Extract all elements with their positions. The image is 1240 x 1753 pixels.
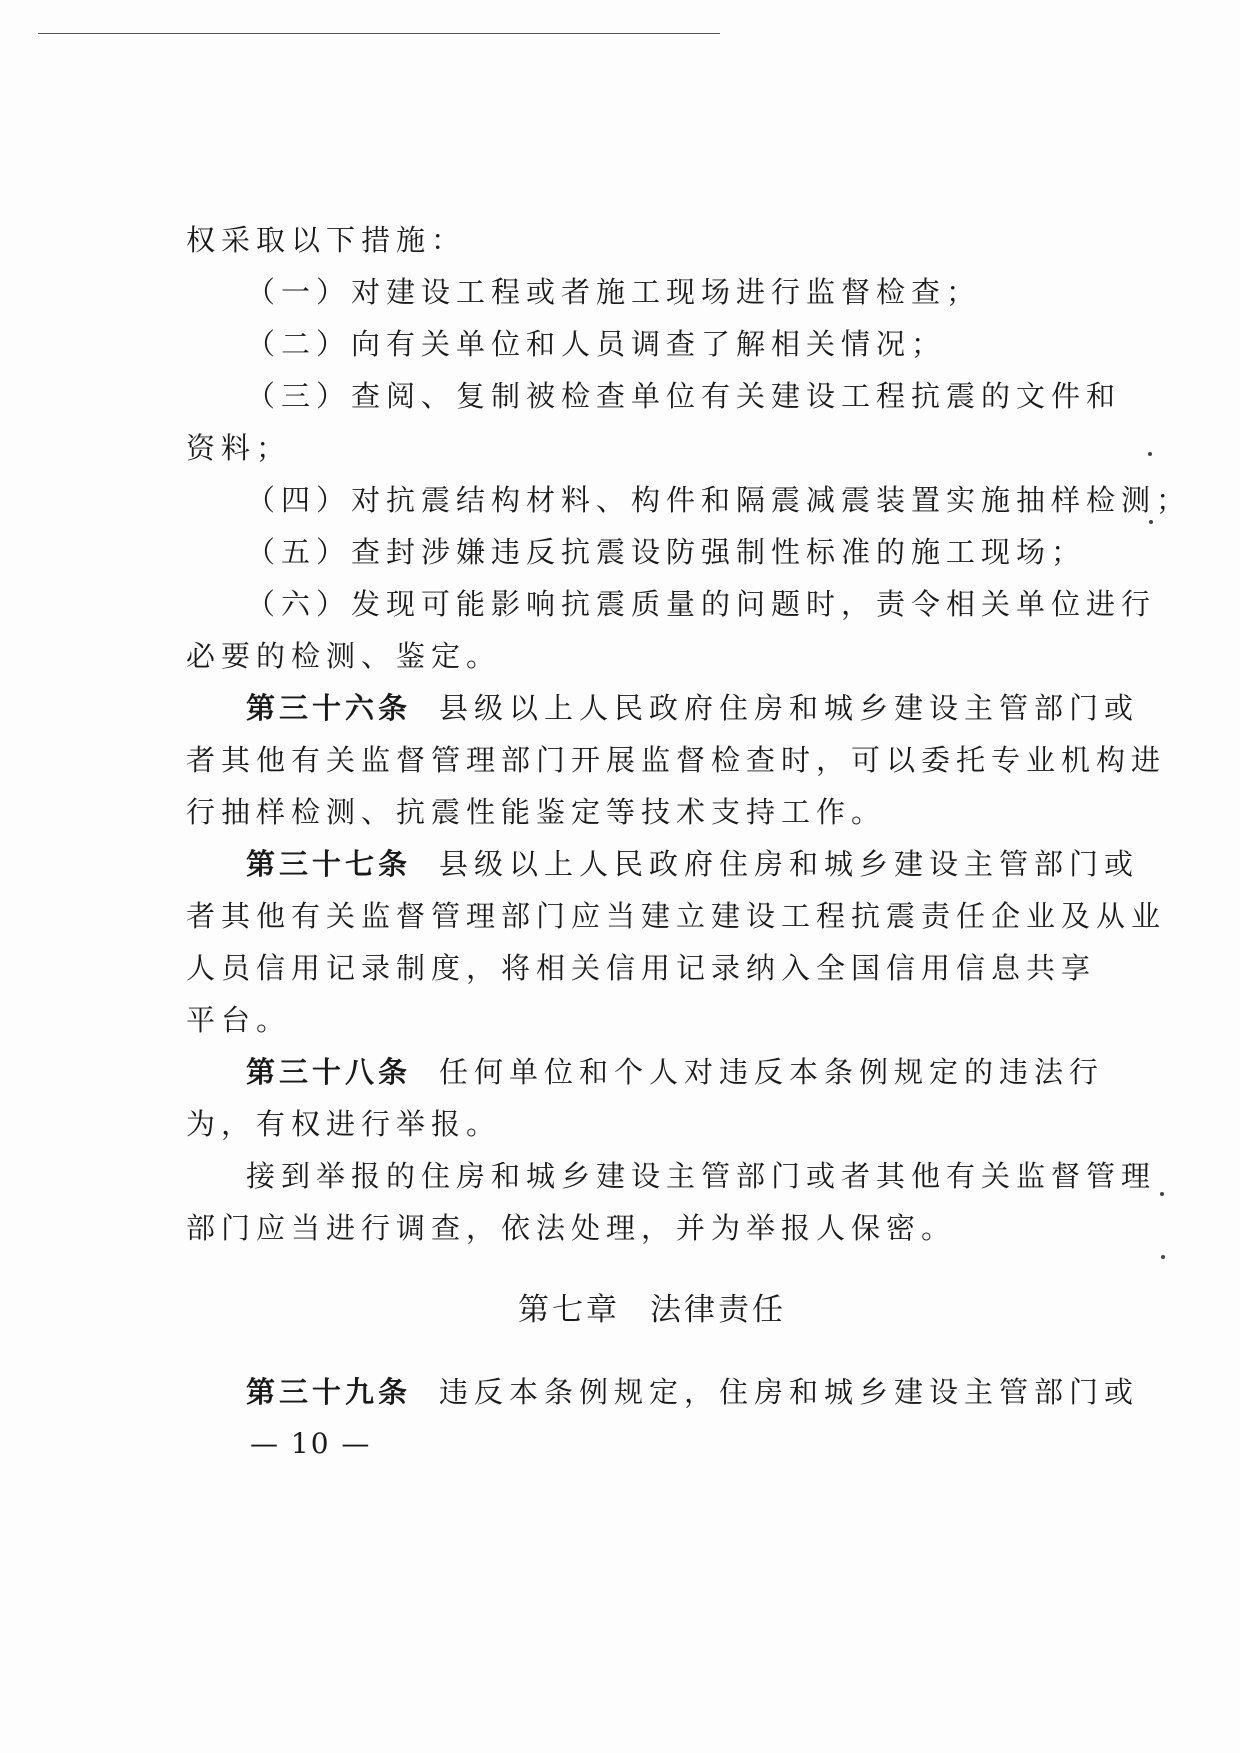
page-number: — 10 — [250,1427,372,1460]
article-37-line-1 [246,844,1139,884]
list-item-5: （五）查封涉嫌违反抗震设防强制性标准的施工现场； [246,535,1087,569]
article-36-heading: 第三十六条 [246,691,412,725]
article-38-text: 任何单位和个人对违反本条例规定的违法行 [439,1055,1105,1089]
article-38-heading: 第三十八条 [246,1055,412,1089]
article-39-heading: 第三十九条 [246,1375,412,1409]
article-36-line-1 [246,688,1139,728]
list-item-6-cont: 必要的检测、鉴定。 [186,639,502,673]
list-item-2: （二）向有关单位和人员调查了解相关情况； [246,327,947,361]
article-36-text: 县级以上人民政府住房和城乡建设主管部门或 [439,691,1140,725]
list-item-1: （一）对建设工程或者施工现场进行监督检查； [246,275,982,309]
article-39-text: 违反本条例规定，住房和城乡建设主管部门或 [439,1375,1140,1409]
article-38-line-2: 为，有权进行举报。 [186,1107,502,1141]
article-37-heading: 第三十七条 [246,847,412,881]
list-item-6: （六）发现可能影响抗震质量的问题时，责令相关单位进行 [246,587,1157,621]
article-37-line-4: 平台。 [186,1003,292,1037]
scan-speck [1160,1192,1164,1196]
article-38-line-4: 部门应当进行调查，依法处理，并为举报人保密。 [186,1211,957,1245]
article-37-line-2: 者其他有关监督管理部门应当建立建设工程抗震责任企业及从业 [186,899,1167,933]
text-line: 权采取以下措施： [186,223,467,257]
list-item-3-cont: 资料； [186,431,292,465]
chapter-title: 法律责任 [650,1292,786,1328]
article-38-line-3: 接到举报的住房和城乡建设主管部门或者其他有关监督管理 [246,1159,1157,1193]
scan-speck [1149,520,1153,524]
article-38-line-1 [246,1052,1104,1092]
scan-speck [1148,452,1152,456]
article-37-line-3: 人员信用记录制度，将相关信用记录纳入全国信用信息共享 [186,951,1097,985]
chapter-number: 第七章 [518,1292,620,1328]
scan-top-rule [20,33,720,34]
scan-top-rule-gap [20,33,38,34]
article-37-text: 县级以上人民政府住房和城乡建设主管部门或 [439,847,1140,881]
article-36-line-3: 行抽样检测、抗震性能鉴定等技术支持工作。 [186,795,887,829]
list-item-4: （四）对抗震结构材料、构件和隔震减震装置实施抽样检测； [246,483,1192,517]
chapter-heading [518,1290,786,1330]
scan-speck [1161,1255,1165,1259]
article-36-line-2: 者其他有关监督管理部门开展监督检查时，可以委托专业机构进 [186,743,1167,777]
article-39-line-1 [246,1372,1139,1412]
list-item-3: （三）查阅、复制被检查单位有关建设工程抗震的文件和 [246,379,1122,413]
